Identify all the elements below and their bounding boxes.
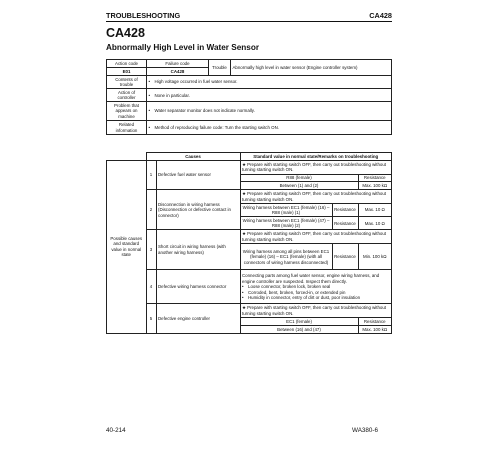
related-info-text: • Method of reproducing failure code: Turn the starting switch ON.	[147, 121, 392, 135]
action-code-label: Action code	[107, 60, 147, 68]
cause-4-intro: Connecting parts among fuel water sensor, engine wiring harness, and engine controller are suspected. Inspect them directly.	[242, 273, 380, 284]
cause-5-val1: Between (16) and (47)	[240, 326, 358, 334]
cause-2-name: Disconnection in wiring harness (Disconnection or defective contact in connector)	[156, 190, 240, 230]
page-number: 40-214	[106, 427, 126, 434]
cause-5-val2: Max. 100 kΩ	[358, 326, 392, 334]
cause-1-col1: R88 (female)	[240, 174, 358, 182]
problem-label: Problem that appears on machine	[107, 102, 147, 121]
cause-5-name: Defective engine controller	[156, 304, 240, 333]
cause-1-val2: Max. 100 kΩ	[358, 182, 392, 190]
cause-2-row2-a: Wiring harness between EC1 (female) (47) – R88 (male) (2)	[240, 217, 332, 230]
cause-2-row2-b: Resistance	[332, 217, 358, 230]
cause-3-b: Resistance	[332, 244, 358, 270]
contents-label: Contents of trouble	[107, 76, 147, 89]
causes-table	[106, 152, 392, 334]
trouble-text: Abnormally high level in water sensor (Engine controller system)	[231, 60, 392, 76]
cause-3-a: Wiring harness among all pins between EC1 (female) (16) – EC1 (female) (with all connectors of wiring harness disconnected)	[240, 244, 332, 270]
cause-4-name: Defective wiring harness connector	[156, 270, 240, 304]
cause-1-name: Defective fuel water sensor	[156, 160, 240, 189]
standard-header: Standard value in normal state/Remarks on troubleshooting	[240, 153, 392, 161]
failure-code-heading: CA428	[106, 26, 145, 40]
cause-2-row2-c: Max. 10 Ω	[358, 217, 392, 230]
failure-code-label: Failure code	[147, 60, 209, 68]
action-text: • None in particular.	[147, 89, 392, 102]
cause-5-num: 5	[146, 304, 156, 333]
cause-1-num: 1	[146, 160, 156, 189]
cause-1-col2: Resistance	[358, 174, 392, 182]
cause-2-note: ★ Prepare with starting switch OFF, then carry out troubleshooting without turning starting switch ON.	[240, 190, 392, 204]
model-number: WA380-6	[352, 427, 379, 434]
header-failure-code: CA428	[369, 11, 392, 20]
related-info-label: Related information	[107, 121, 147, 135]
cause-2-num: 2	[146, 190, 156, 230]
failure-info-table	[106, 59, 392, 135]
causes-header: Causes	[146, 153, 240, 161]
action-label: Action of controller	[107, 89, 147, 102]
cause-5-note: ★ Prepare with starting switch OFF, then carry out troubleshooting without turning starting switch ON.	[240, 304, 392, 318]
contents-text: • High voltage occurred in fuel water sensor.	[147, 76, 392, 89]
cause-4-bullet: • Humidity in connector, entry of dirt or dust, poor insulation	[242, 295, 361, 301]
cause-2-row1-c: Max. 10 Ω	[358, 204, 392, 217]
cause-4-bullet: • Corroded, bent, broken, forced-in, or extended pin	[242, 289, 346, 295]
cause-4-details	[240, 270, 392, 304]
cause-2-row1-b: Resistance	[332, 204, 358, 217]
page-title: Abnormally High Level in Water Sensor	[106, 43, 260, 52]
cause-3-name: Short circuit in wiring harness (with another wiring harness)	[156, 230, 240, 270]
cause-5-col2: Resistance	[358, 318, 392, 326]
cause-3-c: Min. 100 kΩ	[358, 244, 392, 270]
cause-3-note: ★ Prepare with starting switch OFF, then carry out troubleshooting without turning starting switch ON.	[240, 230, 392, 244]
cause-1-val1: Between (1) and (2)	[240, 182, 358, 190]
cause-4-num: 4	[146, 270, 156, 304]
page-header	[106, 10, 392, 22]
problem-text: • Water separator monitor does not indicate normally.	[147, 102, 392, 121]
header-section-title: TROUBLESHOOTING	[106, 11, 181, 20]
action-code-value: E01	[107, 68, 147, 76]
cause-4-bullet: • Loose connector, broken lock, broken seal	[242, 284, 331, 290]
cause-1-note: ★ Prepare with starting switch OFF, then carry out troubleshooting without turning starting switch ON.	[240, 160, 392, 174]
trouble-label: Trouble	[209, 60, 231, 76]
cause-5-col1: EC1 (female)	[240, 318, 358, 326]
cause-3-num: 3	[146, 230, 156, 270]
possible-causes-label: Possible causes and standard value in normal state	[107, 160, 147, 333]
cause-2-row1-a: Wiring harness between EC1 (female) (16) – R88 (male) (1)	[240, 204, 332, 217]
failure-code-value: CA428	[147, 68, 209, 76]
